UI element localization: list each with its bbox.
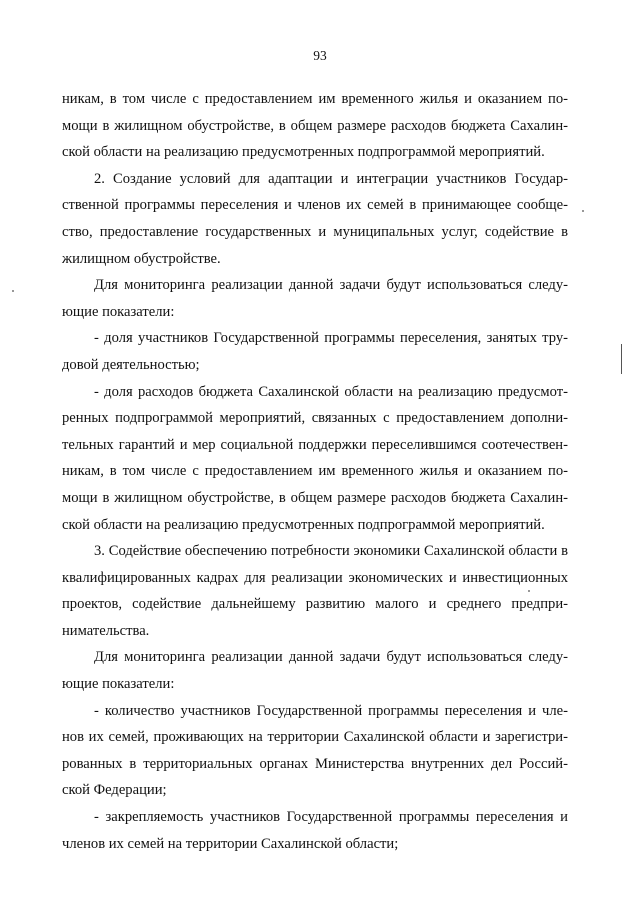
paragraph-task-3: 3. Содействие обеспечению потребности экономики Сахалинской области в квалифицированных кадрах для реализации экономических и инвестиционных проектов, содействие дальнейшему развитию малого и среднего предпринимательства. bbox=[62, 543, 568, 639]
paragraph-indicator-registered: - количество участников Государственной программы переселения и членов их семей, проживающих на территории Сахалинской области и зарегистрированных в территориальных органах Министерства внутренних дел Российской Федерации; bbox=[62, 702, 568, 799]
paragraph-indicator-budget-share: - доля расходов бюджета Сахалинской области на реализацию предусмотренных подпрограммой мероприятий, связанных с предоставлением дополнительных гарантий и мер социальной поддержки переселившимся соотечественникам, в том числе с предоставлением им временного жилья и оказанием помощи в жилищном обустройстве, в общем размере расходов бюджета Сахалинской области на реализацию предусмотренных подпрограммой мероприятий. bbox=[62, 383, 568, 533]
scan-margin-mark bbox=[621, 344, 622, 374]
paragraph-monitoring-intro-2: Для мониторинга реализации данной задачи будут использоваться следующие показатели: bbox=[62, 649, 568, 693]
paragraph-monitoring-intro-1: Для мониторинга реализации данной задачи будут использоваться следующие показатели: bbox=[62, 277, 568, 320]
paragraph-indicator-employment: - доля участников Государственной программы переселения, занятых трудовой деятельностью; bbox=[62, 330, 568, 373]
page-number: 93 bbox=[313, 48, 327, 63]
document-body bbox=[62, 86, 568, 857]
scan-speck bbox=[582, 210, 584, 212]
scan-speck bbox=[528, 590, 530, 592]
paragraph-continuation: никам, в том числе с предоставлением им временного жилья и оказанием помощи в жилищном обустройстве, в общем размере расходов бюджета Сахалинской области на реализацию предусмотренных подпрограммой мероприятий. bbox=[62, 91, 568, 161]
scan-speck bbox=[12, 290, 14, 292]
paragraph-task-2: 2. Создание условий для адаптации и интеграции участников Государственной программы переселения и членов их семей в принимающее сообщество, предоставление государственных и муниципальных услуг, содействие в жилищном обустройстве. bbox=[62, 170, 568, 267]
paragraph-indicator-retention: - закрепляемость участников Государственной программы переселения и членов их семей на территории Сахалинской области; bbox=[62, 809, 568, 852]
